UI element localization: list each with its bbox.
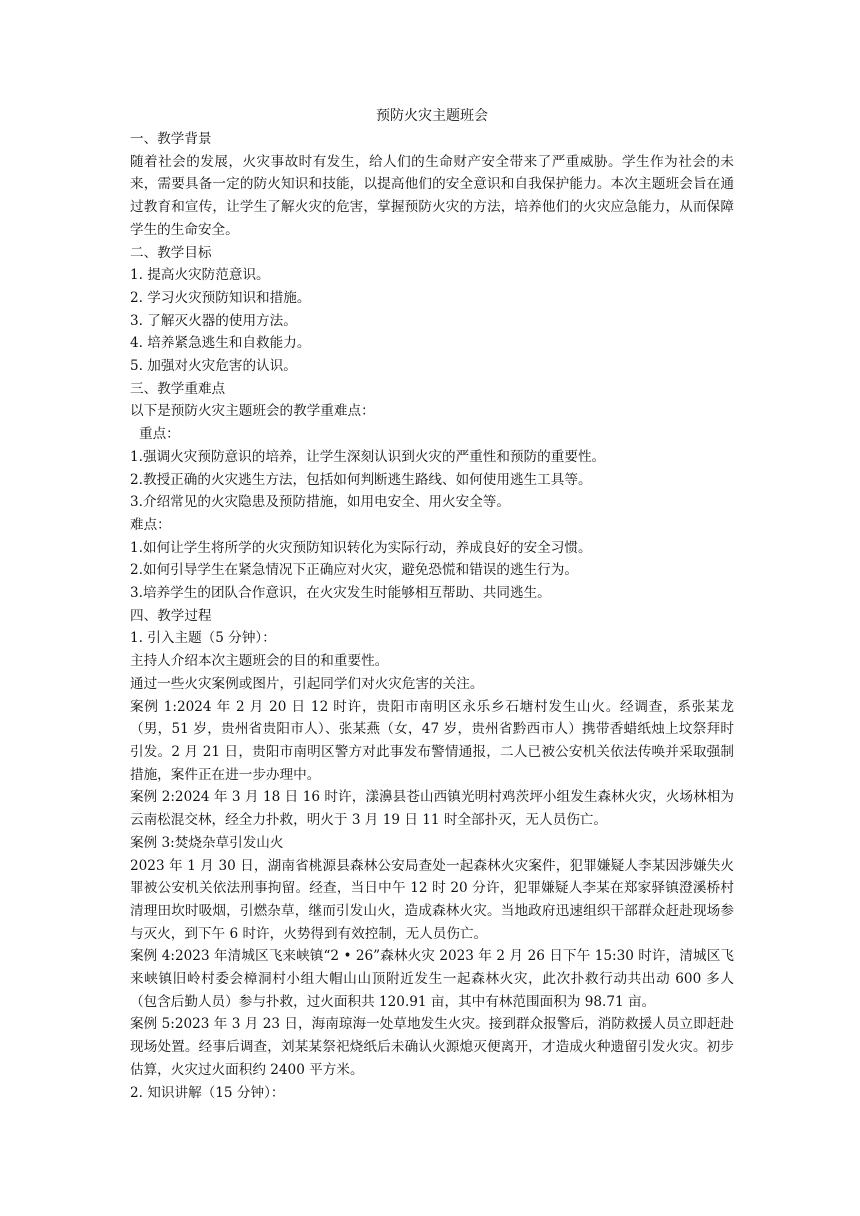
objective-item: 1. 提高火灾防范意识。 bbox=[130, 267, 270, 284]
process-step-2: 2. 知识讲解（15 分钟）： bbox=[130, 1084, 285, 1101]
difficult-item: 1.如何让学生将所学的火灾预防知识转化为实际行动，养成良好的安全习惯。 bbox=[130, 539, 592, 556]
key-label: 重点： bbox=[139, 426, 180, 443]
section-heading-objectives: 二、教学目标 bbox=[130, 244, 212, 261]
objective-item: 3. 了解灭火器的使用方法。 bbox=[130, 312, 297, 329]
process-step-1-text: 通过一些火灾案例或图片，引起同学们对火灾危害的关注。 bbox=[130, 675, 484, 692]
section-heading-background: 一、教学背景 bbox=[130, 131, 212, 147]
key-points-intro: 以下是预防火灾主题班会的教学重难点： bbox=[130, 403, 375, 420]
objective-item: 5. 加强对火灾危害的认识。 bbox=[130, 358, 297, 375]
document-title: 预防火灾主题班会 bbox=[376, 108, 488, 124]
difficult-item: 3.培养学生的团队合作意识，在火灾发生时能够相互帮助、共同逃生。 bbox=[130, 585, 551, 602]
process-step-1: 1. 引入主题（5 分钟）： bbox=[130, 630, 276, 647]
case-2-paragraph: 案例 2:2024 年 3 月 18 日 16 时许，漾濞县苍山西镇光明村鸡茨坪小组发生森林火灾，火场林相为云南松混交林，经全力扑救，明火于 3 月 19 日 11 时全部扑灭，无人员伤亡。 bbox=[130, 789, 734, 829]
case-1-paragraph: 案例 1:2024 年 2 月 20 日 12 时许，贵阳市南明区永乐乡石塘村发生山火。经调查，系张某龙（男，51 岁，贵州省贵阳市人）、张某燕（女，47 岁，贵州省黔西市人）携带香蜡纸烛上坟祭拜时引发。2 月 21 日，贵阳市南明区警方对此事发布警情通报，二人已被公安机关依法传唤并采取强制措施，案件正在进一步办理中。 bbox=[130, 698, 734, 783]
key-item: 1.强调火灾预防意识的培养，让学生深刻认识到火灾的严重性和预防的重要性。 bbox=[130, 448, 606, 465]
objective-item: 4. 培养紧急逃生和自救能力。 bbox=[130, 335, 311, 352]
case-3-paragraph: 2023 年 1 月 30 日，湖南省桃源县森林公安局查处一起森林火灾案件，犯罪嫌疑人李某因涉嫌失火罪被公安机关依法刑事拘留。经查，当日中午 12 时 20 分许，犯罪嫌疑人李某在郑家驿镇澄溪桥村清理田坎时吸烟，引燃杂草，继而引发山火，造成森林火灾。当地政府迅速组织干部群众赶赴现场参与灭火，到下午 6 时许，火势得到有效控制，无人员伤亡。 bbox=[130, 857, 734, 942]
document-page bbox=[130, 106, 734, 1104]
difficult-label: 难点： bbox=[130, 516, 171, 533]
objective-item: 2. 学习火灾预防知识和措施。 bbox=[130, 289, 311, 306]
case-5-paragraph: 案例 5:2023 年 3 月 23 日，海南琼海一处草地发生火灾。接到群众报警后，消防救援人员立即赶赴现场处置。经事后调查，刘某某祭祀烧纸后未确认火源熄灭便离开，才造成火种遗留引发火灾。初步估算，火灾过火面积约 2400 平方米。 bbox=[130, 1016, 734, 1078]
key-item: 3.介绍常见的火灾隐患及预防措施，如用电安全、用火安全等。 bbox=[130, 494, 510, 511]
key-item: 2.教授正确的火灾逃生方法，包括如何判断逃生路线、如何使用逃生工具等。 bbox=[130, 471, 592, 488]
process-step-1-text: 主持人介绍本次主题班会的目的和重要性。 bbox=[130, 653, 389, 670]
section-heading-process: 四、教学过程 bbox=[130, 607, 212, 624]
background-paragraph: 随着社会的发展，火灾事故时有发生，给人们的生命财产安全带来了严重威胁。学生作为社会的未来，需要具备一定的防火知识和技能，以提高他们的安全意识和自我保护能力。本次主题班会旨在通过教育和宣传，让学生了解火灾的危害，掌握预防火灾的方法，培养他们的火灾应急能力，从而保障学生的生命安全。 bbox=[130, 153, 734, 238]
case-4-paragraph: 案例 4:2023 年清城区飞来峡镇“2 • 26”森林火灾 2023 年 2 月 26 日下午 15:30 时许，清城区飞来峡镇旧岭村委会樟洞村小组大帽山山顶附近发生一起森林火灾，此次扑救行动共出动 600 多人（包含后勤人员）参与扑救，过火面积共 120.91 亩，其中有林范围面积为 98.71 亩。 bbox=[130, 948, 734, 1010]
case-3-title: 案例 3:焚烧杂草引发山火 bbox=[130, 834, 284, 851]
difficult-item: 2.如何引导学生在紧急情况下正确应对火灾，避免恐慌和错误的逃生行为。 bbox=[130, 562, 578, 579]
section-heading-key-points: 三、教学重难点 bbox=[130, 380, 226, 397]
